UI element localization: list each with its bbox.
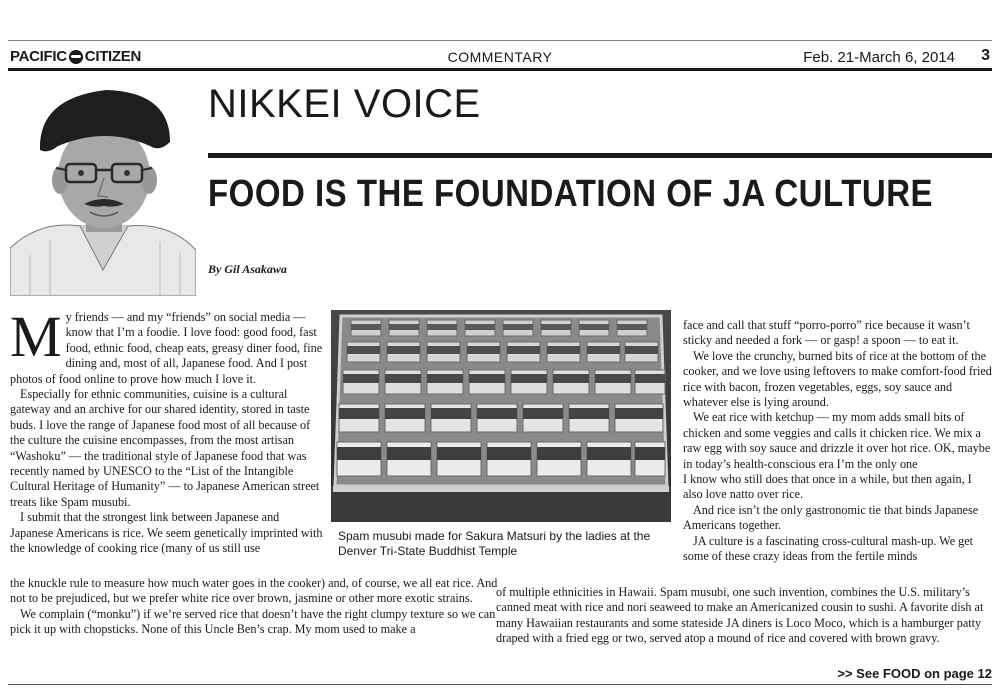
paper-name-right: CITIZEN <box>84 48 142 65</box>
masthead-top-rule <box>8 40 992 41</box>
paragraph: I know who still does that once in a while, but then again, I also love natto over rice. <box>683 472 972 502</box>
paragraph: And rice isn’t the only gastronomic tie that binds Japanese Americans together. <box>683 502 979 533</box>
paragraph <box>10 304 324 387</box>
paragraph: We love the crunchy, burned bits of rice at the bottom of the cooker, and we love using leftovers to make comfort-food fried rice with bacon, frozen vegetables, eggs, soy sauce and whatever else is lying around. <box>683 348 992 410</box>
section-label: COMMENTARY <box>447 49 553 65</box>
bottom-rule <box>8 684 992 685</box>
paragraph: I submit that the strongest link between Japanese and Japanese Americans is rice. We seem genetically imprinted with the knowledge of cooking rice (many of us still use <box>10 510 323 556</box>
masthead-bottom-rule <box>8 68 992 71</box>
paragraph: We complain (“monku”) if we’re served rice that doesn’t have the right clumpy texture so we can pick it up with chopsticks. None of this Uncle Ben’s crap. My mom used to make a <box>10 606 496 637</box>
paragraph: We eat rice with ketchup — my mom adds small bits of chicken and some veggies and calls it chicken rice. We mix a raw egg with soy sauce and drizzle it over hot rice. OK, maybe in today’s health-conscious era I’m the only one <box>683 410 991 471</box>
byline: By Gil Asakawa <box>208 262 287 276</box>
spam-musubi-photo <box>331 310 671 522</box>
article-column-1 <box>10 304 324 557</box>
article-column-3 <box>683 318 993 565</box>
paragraph: of multiple ethnicities in Hawaii. Spam musubi, one such invention, combines the U.S. military’s canned meat with rice and nori seaweed to make an Americanized cousin to sushi. A favorite dish at many Hawaiian restaurants and some stateside JA diners is Loco Moco, which is a hamburger patty draped with a fried egg or two, served atop a mound of rice and covered with brown gravy. <box>496 585 984 646</box>
column-name: NIKKEI VOICE <box>208 82 481 126</box>
paragraph: the knuckle rule to measure how much water goes in the cooker) and, of course, we all eat rice. And not to be prejudiced, but we prefer white rice over brown, jasmine or other more exotic strains. <box>10 576 498 606</box>
column-rule <box>208 153 992 158</box>
paragraph: face and call that stuff “porro-porro” rice because it wasn’t sticky and needed a fork — or gasp! a spoon — to eat it. <box>683 318 970 348</box>
page-number: 3 <box>981 47 990 64</box>
continued-on-page-link: >> See FOOD on page 12 <box>837 666 992 681</box>
paragraph: JA culture is a fascinating cross-cultural mash-up. We get some of these crazy ideas from the fertile minds <box>683 533 974 564</box>
issue-date: Feb. 21-March 6, 2014 <box>803 49 955 66</box>
drop-cap: M <box>10 304 62 369</box>
article-wide-block-1 <box>10 576 500 638</box>
photo-caption: Spam musubi made for Sakura Matsuri by the ladies at the Denver Tri-State Buddhist Temple <box>338 529 651 558</box>
article-wide-block-2 <box>496 585 993 647</box>
headline: FOOD IS THE FOUNDATION OF JA CULTURE <box>208 171 934 215</box>
paragraph-text: y friends — and my “friends” on social media — know that I’m a foodie. I love food: good food, fast food, ethnic food, cheap eats, greasy diner food, fine dining and, most of all, Japanese food. And I post photos of food online to prove how much I love it. <box>10 310 323 386</box>
paper-name-left: PACIFIC <box>10 48 67 65</box>
paragraph: Especially for ethnic communities, cuisine is a cultural gateway and an archive for our shared identity, stored in taste buds. I love the range of Japanese food most of all because of the culture the cuisine encompasses, from the most artisan “Washoku” — the traditional style of Japanese food that was recently named by UNESCO to the “List of the Intangible Cultural Heritage of Humanity” — to Japanese American street treats like Spam musubi. <box>10 387 320 509</box>
author-portrait-image <box>10 80 196 296</box>
spam-musubi-photo-image <box>331 310 671 522</box>
author-portrait <box>10 80 196 296</box>
